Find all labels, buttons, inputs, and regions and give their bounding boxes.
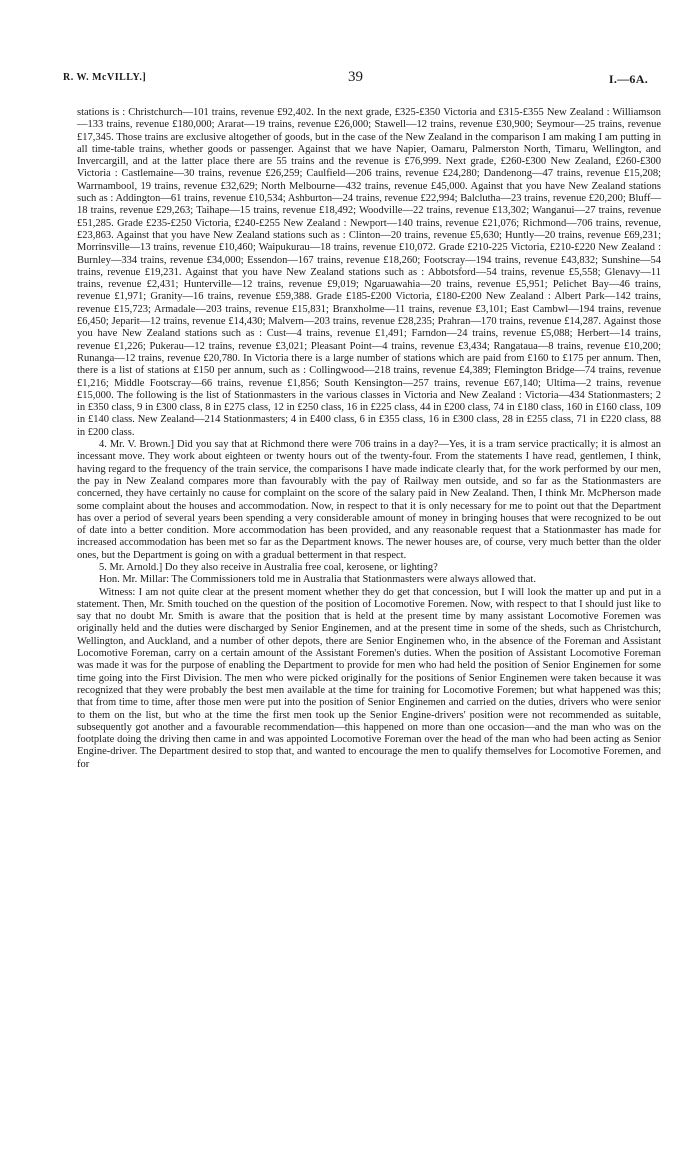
paragraph-stations-comparison: stations is : Christchurch—101 trains, revenue £92,402. In the next grade, £325-£350 Victoria and £315-£355 New Zealand : Williamson—133 trains, revenue £180,000; Ararat—19 trains, revenue £26,000; Stawell—12 trains, revenue £30,900; Seymour—25 trains, revenue £17,345. Those trains are exclusive altogether of goods, but in the case of the New Zealand in the comparison I am making I am putting in all time-table trains, whether goods or passenger. Against that we have Napier, Oamaru, Palmerston North, Timaru, Wellington, and Invercargill, and at the latter place there are 55 trains and the revenue is £76,999. Next grade, £260-£300 New Zealand, £260-£300 Victoria : Castlemaine—30 trains, revenue £26,259; Caulfield—206 trains, revenue £24,280; Dandenong—47 trains, revenue £15,208; Warrnambool, 19 trains, revenue £32,629; North Melbourne—432 trains, revenue £45,000. Against that you have New Zealand stations such as : Addington—61 trains, revenue £10,534; Ashburton—24 trains, revenue £22,994; Balclutha—23 trains, revenue £20,200; Bluff—18 trains, revenue £29,263; Taihape—15 trains, revenue £18,492; Woodville—22 trains, revenue £13,302; Wanganui—27 trains, revenue £51,285. Grade £235-£250 Victoria, £240-£255 New Zealand : Newport—140 trains, revenue £21,076; Richmond—706 trains, revenue, £23,863. Against that you have New Zealand stations such as : Clinton—20 trains, revenue £5,630; Huntly—20 trains, revenue £69,231; Morrinsville—13 trains, revenue £10,460; Waipukurau—18 trains, revenue £10,072. Grade £210-225 Victoria, £210-£220 New Zealand : Burnley—334 trains, revenue £34,000; Essendon—167 trains, revenue £18,260; Footscray—194 trains, revenue £43,832; Sunshine—54 trains, revenue £19,231. Against that you have New Zealand stations such as : Abbotsford—54 trains, revenue £5,558; Glenavy—11 trains, revenue £2,431; Hunterville—12 trains, revenue £9,019; Ngaruawahia—20 trains, revenue £5,951; Pelichet Bay—46 trains, revenue £1,971; Granity—16 trains, revenue £59,388. Grade £185-£200 Victoria, £180-£200 New Zealand : Albert Park—142 trains, revenue £15,723; Armadale—203 trains, revenue £15,831; Branxholme—11 trains, revenue £3,101; East Cambwl—194 trains, revenue £6,450; Jeparit—12 trains, revenue £14,430; Malvern—203 trains, revenue £28,235; Prahran—170 trains, revenue £14,287. Against those you have New Zealand stations such as : Cust—4 trains, revenue £1,491; Farndon—24 trains, revenue £5,088; Herbert—14 trains, revenue £1,226; Pukerau—12 trains, revenue £3,021; Pleasant Point—4 trains, revenue £3,434; Rangataua—8 trains, revenue £10,200; Runanga—12 trains, revenue £20,780. In Victoria there is a large number of stations which are paid from £160 to £175 per annum. Then, there is a list of stations at £150 per annum, such as : Collingwood—218 trains, revenue £4,389; Flemington Bridge—74 trains, revenue £1,216; Middle Footscray—66 trains, revenue £1,856; South Kensington—257 trains, revenue £67,140; Ultima—2 trains, revenue £15,000. The following is the list of Stationmasters in the various classes in Victoria and New Zealand : Victoria—434 Stationmasters; 2 in £350 class, 9 in £300 class, 8 in £275 class, 12 in £250 class, 16 in £225 class, 44 in £200 class, 74 in £180 class, 160 in £160 class, 109 in £140 class. New Zealand—214 Stationmasters; 4 in £400 class, 6 in £355 class, 16 in £300 class, 28 in £255 class, 71 in £220 class, 88 in £200 class. — [77, 107, 661, 438]
page-header — [63, 69, 648, 90]
page-number: 39 — [348, 69, 363, 85]
paragraph-millar-remark: Hon. Mr. Millar: The Commissioners told me in Australia that Stationmasters were always allowed that. — [99, 574, 536, 586]
paragraph-witness-answer: Witness: I am not quite clear at the present moment whether they do get that concession, but I will look the matter up and put in a statement. Then, Mr. Smith touched on the question of the position of Locomotive Foremen. Now, with respect to that I should just like to say that no doubt Mr. Smith is aware that the position that is held at the present time by many assistant Locomotive Foremen was originally held and the duties were discharged by Senior Enginemen, and at the present time in some of the sheds, such as Christchurch, Wellington, and Auckland, and a number of other depots, there are Senior Enginemen who, in the absence of the Foreman and Assistant Locomotive Foreman, carry on a certain amount of the Assistant Foremen's duties. When the position of Assistant Locomotive Foreman was made it was for the purpose of enabling the Department to provide for men who had held the position of Senior Enginemen for some time going into the First Division. The men who were picked originally for the positions of Senior Enginemen were taken because it was recognized that they were probably the best men available at the time for training for Locomotive Foremen; but what happened was this; that from time to time, after those men were put into the position of Senior Enginemen and carried on the duties, drivers who were senior to them on the list, but who at the time the first men took up the Senior Engine-drivers' position were not recommended as suitable, subsequently got another and a favourable recommendation—this happened on more than one occasion—and the man who was on the footplate doing the driving then came in and was appointed Locomotive Foreman over the head of the man who had been acting as Senior Engine-driver. The Department desired to stop that, and wanted to encourage the men to qualify themselves for Locomotive Foremen, and for — [77, 586, 661, 770]
document-body — [77, 107, 661, 771]
paragraph-question-5: 5. Mr. Arnold.] Do they also receive in Australia free coal, kerosene, or lighting? — [99, 561, 438, 573]
header-witness-name: R. W. McVILLY.] — [63, 72, 147, 83]
header-document-ref: I.—6A. — [608, 72, 648, 86]
paragraph-question-4: 4. Mr. V. Brown.] Did you say that at Richmond there were 706 trains in a day?—Yes, it is a tram service practically; it is almost an incessant move. They work about eighteen or twenty hours out of the twenty-four. From the statements I have read, gentlemen, I think, having regard to the frequency of the train service, the comparisons I have made indicate clearly that, for the work performed by our men, the pay in New Zealand compares more than favourably with the pay of Railway men outside, and so far as the Stationmasters are concerned, they have certainly no cause for complaint on the score of the salary paid in New Zealand. Then, I think Mr. McPherson made some complaint about the houses and accommodation. Now, in respect to that it is only necessary for me to point out that the Department has over a period of several years been spending a very considerable amount of money in bringing houses that were recognized to be out of date into a better condition. More accommodation has been provided, and any reasonable request that a Stationmaster has made for increased accommodation has been met so far as the Department knows. The newer houses are, of course, very much better than the older ones, but the Department is going on with a gradual betterment in that respect. — [77, 439, 661, 561]
